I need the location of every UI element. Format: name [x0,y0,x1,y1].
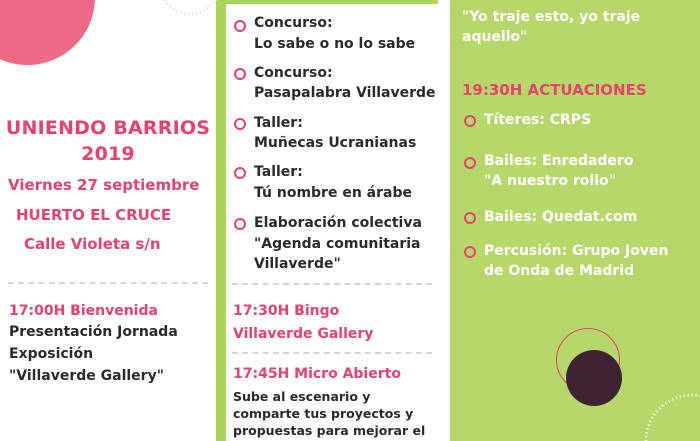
bingo-title: 17:30H Bingo [233,303,340,319]
bullet-icon [234,68,246,80]
dotted-arc-decoration [640,385,700,441]
activity-label: Taller: [254,164,303,180]
event-year: 2019 [81,143,135,165]
micro-title: 17:45H Micro Abierto [233,366,401,382]
separator [232,352,432,354]
bullet-icon [234,167,246,179]
activity-label: "Agenda comunitaria [254,236,421,252]
bullet-icon [464,157,476,169]
bingo-subtitle: Villaverde Gallery [233,326,374,342]
bullet-icon [234,118,246,130]
event-address: Calle Violeta s/n [24,235,161,253]
micro-line: Sube al escenario y [233,389,371,404]
performance-label: Percusión: Grupo Joven [484,243,669,259]
performance-label: Bailes: Enredadero [484,153,634,169]
quote-line: "Yo traje esto, yo traje [462,9,641,25]
welcome-line: Exposición [9,346,94,362]
activity-label: Concurso: [254,15,333,31]
performance-label: "A nuestro rollo" [484,173,616,189]
event-venue: HUERTO EL CRUCE [16,206,172,224]
micro-line: propuestas para mejorar el [233,423,426,438]
performance-label: de Onda de Madrid [484,263,635,279]
performances-title: 19:30H ACTUACIONES [462,81,647,99]
bullet-icon [464,246,476,258]
event-date: Viernes 27 septiembre [8,176,200,194]
welcome-line: Presentación Jornada [9,324,178,340]
separator [232,283,432,285]
micro-line: comparte tus proyectos y [233,406,414,421]
bullet-icon [464,115,476,127]
activity-label: Concurso: [254,65,333,81]
activity-label: Muñecas Ucranianas [254,135,417,151]
bullet-icon [234,218,246,230]
plum-circle-decoration [566,350,622,406]
quote-line: aquello" [462,29,528,45]
performance-label: Bailes: Quedat.com [484,209,638,225]
separator [8,282,208,284]
middle-top-bar [226,0,438,4]
activity-label: Villaverde" [254,256,341,272]
welcome-time: 17:00H Bienvenida [9,303,158,319]
bullet-icon [464,212,476,224]
welcome-line: "Villaverde Gallery" [9,368,164,384]
green-stripe [216,0,226,441]
activity-label: Taller: [254,115,303,131]
activity-label: Pasapalabra Villaverde [254,85,436,101]
bullet-icon [234,20,246,32]
dotted-circle-decoration [155,0,225,22]
performance-label: Títeres: CRPS [484,112,592,128]
activity-label: Elaboración colectiva [254,215,422,231]
event-title: UNIENDO BARRIOS [5,117,211,139]
activity-label: Lo sabe o no lo sabe [254,36,416,52]
white-stripe [438,0,450,441]
activity-label: Tú nombre en árabe [254,185,412,201]
